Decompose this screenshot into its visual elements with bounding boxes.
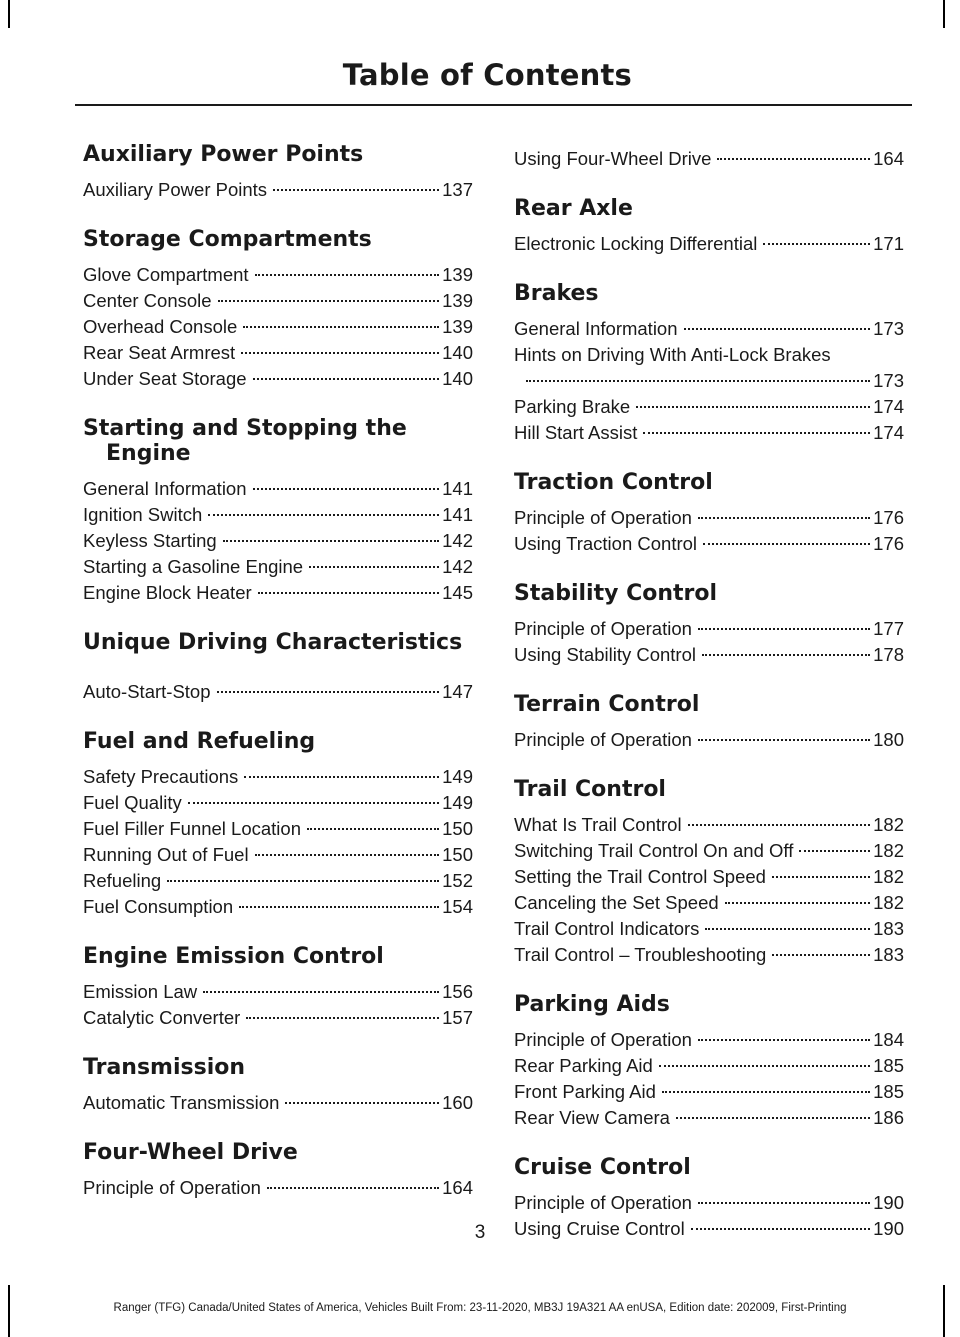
- crop-mark-top-right: [943, 0, 945, 28]
- entry-label: Emission Law: [83, 981, 198, 1002]
- entry-label: Refueling: [83, 870, 162, 891]
- entry-label: Switching Trail Control On and Off: [514, 840, 794, 861]
- entry-page: 142: [442, 556, 473, 577]
- toc-entry[interactable]: [514, 342, 904, 394]
- entry-label: Auto-Start-Stop: [83, 681, 211, 702]
- section-heading: Cruise Control: [514, 1155, 691, 1180]
- dot-leader: [799, 850, 870, 852]
- entry-label: Engine Block Heater: [83, 582, 252, 603]
- toc-section: [83, 1055, 473, 1116]
- dot-leader: [705, 928, 870, 930]
- toc-entry[interactable]: [83, 288, 473, 314]
- entry-page: 141: [442, 478, 473, 499]
- dot-leader: [763, 243, 870, 245]
- toc-entry[interactable]: [83, 894, 473, 920]
- entry-page: 147: [442, 681, 473, 702]
- toc-entry[interactable]: [514, 942, 904, 968]
- entry-label: Under Seat Storage: [83, 368, 247, 389]
- toc-entry[interactable]: [514, 316, 904, 342]
- section-heading: Terrain Control: [514, 692, 700, 717]
- entry-page: 176: [873, 533, 904, 554]
- toc-entry[interactable]: [514, 642, 904, 668]
- entry-page: 139: [442, 264, 473, 285]
- section-heading: Transmission: [83, 1055, 246, 1080]
- entry-page: 149: [442, 792, 473, 813]
- entry-page: 182: [873, 892, 904, 913]
- entry-label: Principle of Operation: [514, 1029, 692, 1050]
- entry-page: 156: [442, 981, 473, 1002]
- dot-leader: [167, 880, 439, 882]
- toc-entry[interactable]: [514, 1190, 904, 1216]
- title-rule: [75, 104, 912, 106]
- entry-label: Glove Compartment: [83, 264, 249, 285]
- entry-label: Running Out of Fuel: [83, 844, 249, 865]
- dot-leader: [255, 854, 440, 856]
- section-heading: Brakes: [514, 281, 599, 306]
- entry-page: 137: [442, 179, 473, 200]
- entry-page: 185: [873, 1055, 904, 1076]
- section-heading: Auxiliary Power Points: [83, 142, 364, 167]
- entry-page: 164: [873, 148, 904, 169]
- entry-label: Using Four-Wheel Drive: [514, 148, 712, 169]
- toc-entry[interactable]: [83, 1090, 473, 1116]
- entry-label: Using Stability Control: [514, 644, 696, 665]
- entry-page: 183: [873, 944, 904, 965]
- entry-page: 184: [873, 1029, 904, 1050]
- footer-edition-info: Ranger (TFG) Canada/United States of America, Vehicles Built From: 23-11-2020, MB3J 19A321 AA enUSA, Edition date: 202009, First-Printing: [113, 1302, 847, 1314]
- entry-page: 140: [442, 342, 473, 363]
- entry-label: Center Console: [83, 290, 212, 311]
- entry-label: Setting the Trail Control Speed: [514, 866, 766, 887]
- dot-leader: [253, 488, 440, 490]
- entry-label: What Is Trail Control: [514, 814, 682, 835]
- entry-label: Hill Start Assist: [514, 422, 638, 443]
- toc-entry[interactable]: [514, 531, 904, 557]
- dot-leader: [698, 1202, 870, 1204]
- dot-leader: [772, 876, 870, 878]
- dot-leader: [239, 906, 439, 908]
- dot-leader: [255, 274, 440, 276]
- dot-leader: [643, 432, 870, 434]
- toc-entry[interactable]: [514, 146, 904, 172]
- section-heading: Engine Emission Control: [83, 944, 384, 969]
- entry-page: 150: [442, 818, 473, 839]
- toc-entry[interactable]: [83, 554, 473, 580]
- entry-label: Principle of Operation: [83, 1177, 261, 1198]
- section-heading: Rear Axle: [514, 196, 633, 221]
- toc-entry[interactable]: [83, 764, 473, 790]
- toc-entry[interactable]: [83, 476, 473, 502]
- toc-entry[interactable]: [83, 1175, 473, 1201]
- toc-entry[interactable]: [83, 366, 473, 392]
- entry-page: 180: [873, 729, 904, 750]
- entry-label: Fuel Consumption: [83, 896, 234, 917]
- entry-page: 174: [873, 396, 904, 417]
- dot-leader: [636, 406, 870, 408]
- toc-entry[interactable]: [514, 838, 904, 864]
- entry-label: Fuel Filler Funnel Location: [83, 818, 301, 839]
- dot-leader: [243, 326, 439, 328]
- entry-page: 160: [442, 1092, 473, 1113]
- toc-section: [514, 992, 904, 1131]
- entry-label: Parking Brake: [514, 396, 631, 417]
- toc-entry[interactable]: [83, 1005, 473, 1031]
- toc-entry[interactable]: [514, 394, 904, 420]
- dot-leader: [702, 654, 870, 656]
- dot-leader: [208, 514, 439, 516]
- dot-leader: [273, 189, 439, 191]
- entry-label: Electronic Locking Differential: [514, 233, 758, 254]
- toc-section: [514, 281, 904, 446]
- toc-section: [514, 146, 904, 172]
- entry-label: Automatic Transmission: [83, 1092, 280, 1113]
- entry-label: General Information: [514, 318, 678, 339]
- dot-leader: [698, 1039, 870, 1041]
- section-heading: Trail Control: [514, 777, 666, 802]
- dot-leader: [309, 566, 439, 568]
- toc-entry[interactable]: [514, 727, 904, 753]
- entry-label: Rear Seat Armrest: [83, 342, 236, 363]
- entry-label: Trail Control Indicators: [514, 918, 700, 939]
- entry-page: 185: [873, 1081, 904, 1102]
- toc-section: [514, 692, 904, 753]
- dot-leader: [772, 954, 870, 956]
- entry-page: 174: [873, 422, 904, 443]
- entry-label: Trail Control – Troubleshooting: [514, 944, 767, 965]
- entry-label: Starting a Gasoline Engine: [83, 556, 304, 577]
- entry-label: Catalytic Converter: [83, 1007, 241, 1028]
- entry-label: Keyless Starting: [83, 530, 217, 551]
- toc-entry[interactable]: [83, 502, 473, 528]
- toc-entry[interactable]: [83, 868, 473, 894]
- dot-leader: [725, 902, 870, 904]
- toc-entry[interactable]: [514, 505, 904, 531]
- entry-page: 190: [873, 1218, 904, 1239]
- entry-leader-line: [514, 368, 904, 394]
- entry-page: 154: [442, 896, 473, 917]
- toc-section: [83, 729, 473, 920]
- dot-leader: [659, 1065, 870, 1067]
- entry-page: 182: [873, 866, 904, 887]
- dot-leader: [253, 378, 440, 380]
- entry-label: Overhead Console: [83, 316, 238, 337]
- dot-leader: [267, 1187, 439, 1189]
- toc-entry[interactable]: [514, 1079, 904, 1105]
- toc-entry[interactable]: [83, 679, 473, 705]
- section-heading: Traction Control: [514, 470, 713, 495]
- toc-entry[interactable]: [514, 1027, 904, 1053]
- toc-entry[interactable]: [83, 979, 473, 1005]
- dot-leader: [698, 739, 870, 741]
- toc-entry[interactable]: [83, 816, 473, 842]
- toc-entry[interactable]: [83, 580, 473, 606]
- toc-entry[interactable]: [514, 231, 904, 257]
- section-heading: Unique Driving Characteristics: [83, 630, 463, 655]
- entry-page: 176: [873, 507, 904, 528]
- section-heading: Stability Control: [514, 581, 718, 606]
- entry-page: 145: [442, 582, 473, 603]
- dot-leader: [223, 540, 439, 542]
- page-number: 3: [474, 1222, 486, 1243]
- toc-entry[interactable]: [83, 314, 473, 340]
- dot-leader: [285, 1102, 439, 1104]
- entry-page: 139: [442, 316, 473, 337]
- dot-leader: [218, 300, 440, 302]
- entry-page: 139: [442, 290, 473, 311]
- toc-section: [83, 944, 473, 1031]
- toc-section: [83, 630, 473, 705]
- entry-page: 171: [873, 233, 904, 254]
- dot-leader: [526, 380, 870, 382]
- entry-page: 183: [873, 918, 904, 939]
- entry-label: Safety Precautions: [83, 766, 239, 787]
- toc-entry[interactable]: [83, 262, 473, 288]
- entry-label: Front Parking Aid: [514, 1081, 656, 1102]
- dot-leader: [244, 776, 439, 778]
- toc-entry[interactable]: [514, 420, 904, 446]
- entry-label: Canceling the Set Speed: [514, 892, 719, 913]
- toc-entry[interactable]: [83, 177, 473, 203]
- toc-section: [83, 227, 473, 392]
- dot-leader: [246, 1017, 439, 1019]
- toc-section: [514, 470, 904, 557]
- entry-label: Using Traction Control: [514, 533, 698, 554]
- entry-label: Principle of Operation: [514, 1192, 692, 1213]
- entry-label: Fuel Quality: [83, 792, 182, 813]
- toc-entry[interactable]: [514, 616, 904, 642]
- toc-entry[interactable]: [514, 916, 904, 942]
- toc-entry[interactable]: [514, 1105, 904, 1131]
- entry-label: Ignition Switch: [83, 504, 203, 525]
- dot-leader: [698, 517, 870, 519]
- toc-entry[interactable]: [514, 890, 904, 916]
- section-heading: Four-Wheel Drive: [83, 1140, 298, 1165]
- entry-page: 149: [442, 766, 473, 787]
- entry-label: Hints on Driving With Anti-Lock Brakes: [514, 344, 831, 365]
- entry-page: 178: [873, 644, 904, 665]
- toc-entry[interactable]: [514, 864, 904, 890]
- entry-label: Principle of Operation: [514, 729, 692, 750]
- toc-section: [514, 777, 904, 968]
- entry-label: General Information: [83, 478, 247, 499]
- entry-page: 182: [873, 840, 904, 861]
- toc-entry[interactable]: [514, 812, 904, 838]
- dot-leader: [717, 158, 870, 160]
- entry-page: 182: [873, 814, 904, 835]
- entry-page: 177: [873, 618, 904, 639]
- toc-section: [83, 1140, 473, 1201]
- section-heading: Storage Compartments: [83, 227, 372, 252]
- toc-entry[interactable]: [83, 842, 473, 868]
- entry-page: 141: [442, 504, 473, 525]
- entry-label: Auxiliary Power Points: [83, 179, 268, 200]
- entry-page: 142: [442, 530, 473, 551]
- dot-leader: [188, 802, 439, 804]
- entry-page: 186: [873, 1107, 904, 1128]
- entry-label: Principle of Operation: [514, 618, 692, 639]
- dot-leader: [203, 991, 439, 993]
- toc-entry[interactable]: [83, 790, 473, 816]
- crop-mark-top-left: [8, 0, 10, 28]
- toc-section: [514, 581, 904, 668]
- dot-leader: [703, 543, 870, 545]
- entry-page: 152: [442, 870, 473, 891]
- toc-entry[interactable]: [83, 528, 473, 554]
- entry-page: 150: [442, 844, 473, 865]
- toc-entry[interactable]: [514, 1053, 904, 1079]
- section-heading: Starting and Stopping the Engine: [83, 416, 407, 466]
- toc-column-left: [83, 142, 473, 1225]
- entry-label: Principle of Operation: [514, 507, 692, 528]
- dot-leader: [676, 1117, 870, 1119]
- toc-entry[interactable]: [83, 340, 473, 366]
- dot-leader: [307, 828, 439, 830]
- entry-page: 173: [873, 370, 904, 391]
- dot-leader: [217, 691, 440, 693]
- entry-page: 164: [442, 1177, 473, 1198]
- entry-page: 190: [873, 1192, 904, 1213]
- dot-leader: [258, 592, 439, 594]
- section-heading: Fuel and Refueling: [83, 729, 316, 754]
- section-heading: Parking Aids: [514, 992, 670, 1017]
- page-title: Table of Contents: [342, 58, 632, 92]
- entry-label: Rear View Camera: [514, 1107, 670, 1128]
- dot-leader: [662, 1091, 870, 1093]
- toc-column-right: [514, 146, 904, 1266]
- entry-label: Rear Parking Aid: [514, 1055, 653, 1076]
- dot-leader: [241, 352, 439, 354]
- dot-leader: [698, 628, 870, 630]
- entry-page: 140: [442, 368, 473, 389]
- toc-section: [83, 416, 473, 606]
- entry-label: Using Cruise Control: [514, 1218, 685, 1239]
- dot-leader: [684, 328, 871, 330]
- toc-section: [514, 196, 904, 257]
- toc-section: [83, 142, 473, 203]
- entry-page: 157: [442, 1007, 473, 1028]
- dot-leader: [688, 824, 871, 826]
- entry-page: 173: [873, 318, 904, 339]
